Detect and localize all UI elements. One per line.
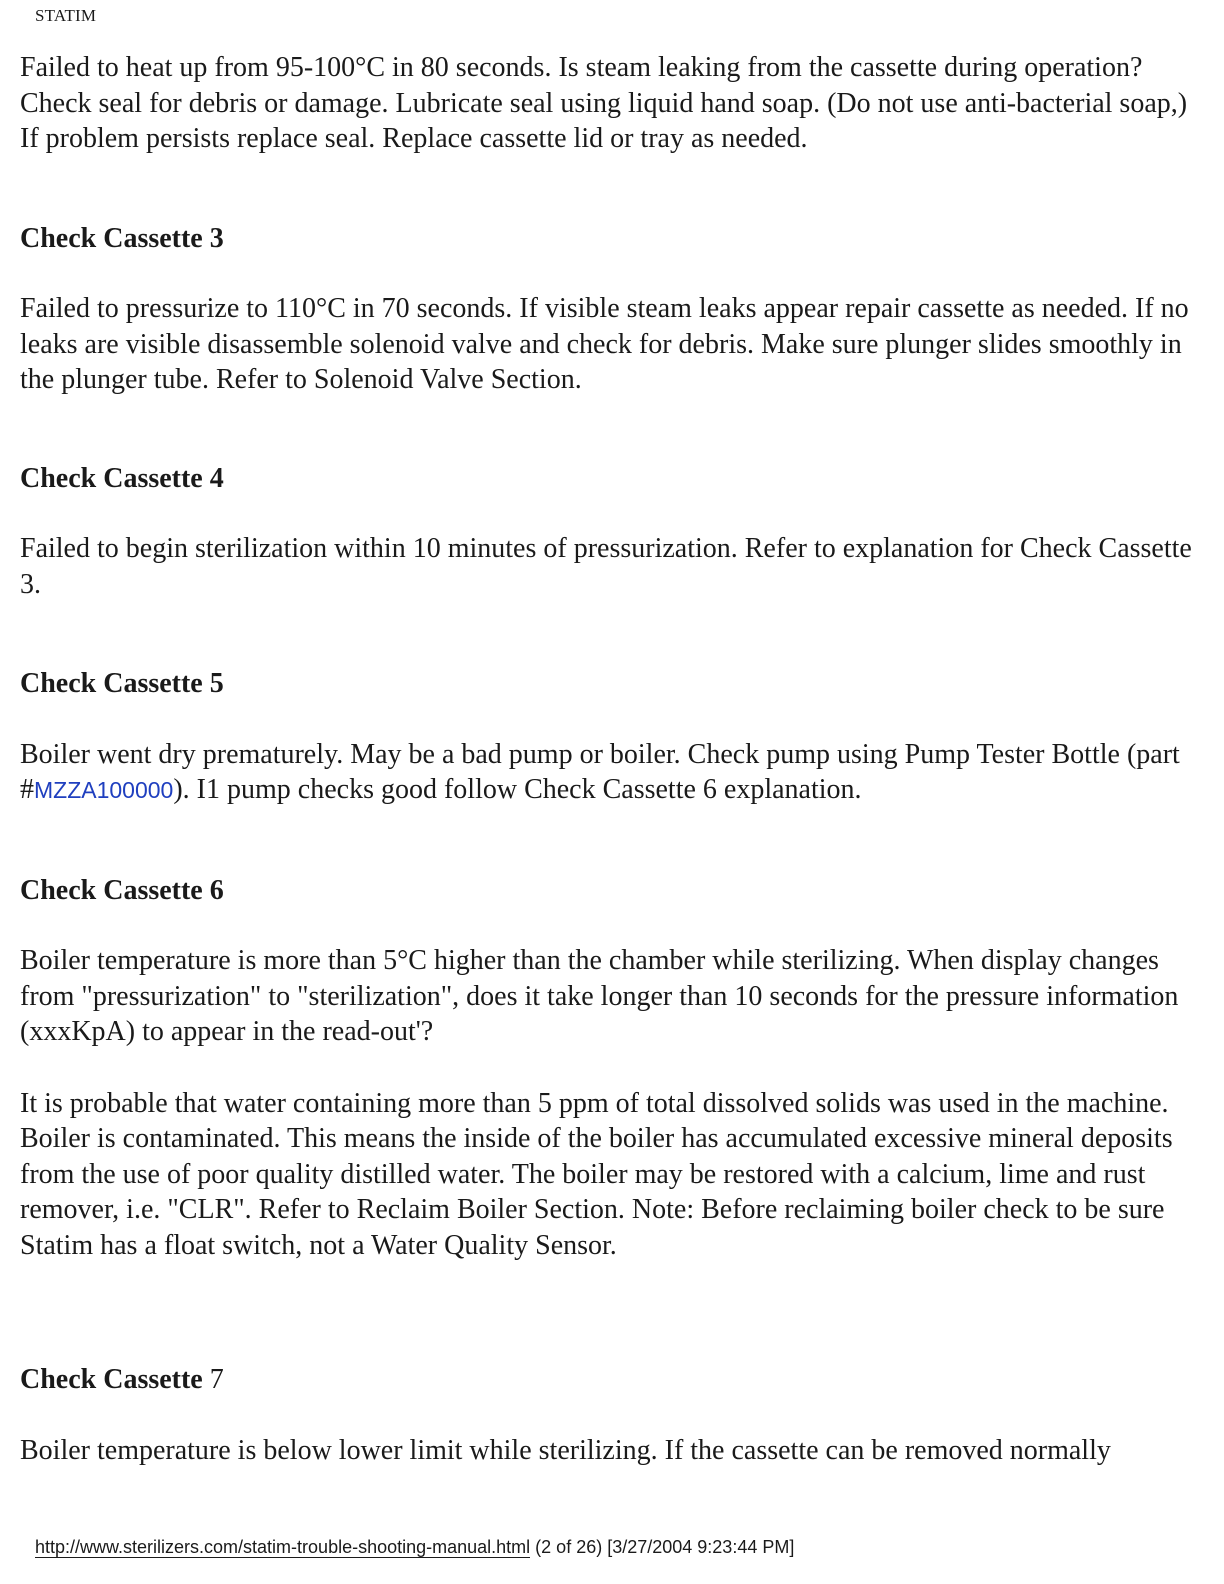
- footer-page-info: (2 of 26) [3/27/2004 9:23:44 PM]: [530, 1537, 795, 1557]
- check-cassette-7-heading: [20, 1362, 1200, 1398]
- check-cassette-3-paragraph: Failed to pressurize to 110°C in 70 seconds. If visible steam leaks appear repair cassette as needed. If no leaks are visible disassemble solenoid valve and check for debris. Make sure plunger slides smoothly in the plunger tube. Refer to Solenoid Valve Section.: [20, 293, 1189, 395]
- check-cassette-4-paragraph: Failed to begin sterilization within 10 minutes of pressurization. Refer to explanation for Check Cassette 3.: [20, 533, 1192, 600]
- check-cassette-3-heading: Check Cassette 3: [20, 222, 224, 254]
- intro-paragraph: Failed to heat up from 95-100°C in 80 seconds. Is steam leaking from the cassette during operation? Check seal for debris or damage. Lubricate seal using liquid hand soap. (Do not use anti-bacterial soap,) If problem persists replace seal. Replace cassette lid or tray as needed.: [20, 52, 1188, 154]
- check-cassette-6-heading: Check Cassette 6: [20, 874, 224, 906]
- check-cassette-5-heading: Check Cassette 5: [20, 668, 224, 699]
- page-header-title: STATIM: [35, 6, 97, 25]
- check-cassette-6-paragraph-2: It is probable that water containing more than 5 ppm of total dissolved solids was used in the machine. Boiler is contaminated. This means the inside of the boiler has accumulated excessive mineral deposits from the use of poor quality distilled water. The boiler may be restored with a calcium, lime and rust remover, i.e. "CLR". Refer to Reclaim Boiler Section. Note: Before reclaiming boiler check to be sure Statim has a float switch, not a Water Quality Sensor.: [20, 1087, 1173, 1261]
- check-cassette-5-text-before: Boiler went dry prematurely. May be a bad pump or boiler. Check pump using Pump Tester Bottle (part #: [20, 738, 1180, 805]
- part-number-link[interactable]: MZZA100000: [34, 777, 174, 803]
- check-cassette-4-heading: Check Cassette 4: [20, 462, 224, 494]
- document-body: [20, 48, 1200, 1468]
- footer-url-link[interactable]: http://www.sterilizers.com/statim-trouble-shooting-manual.html: [35, 1537, 531, 1557]
- check-cassette-5-text-after: ). I1 pump checks good follow Check Cassette 6 explanation.: [173, 774, 862, 805]
- check-cassette-7-title-number: 7: [209, 1364, 224, 1395]
- check-cassette-6-paragraph-1: Boiler temperature is more than 5°C higher than the chamber while sterilizing. When display changes from "pressurization" to "sterilization", does it take longer than 10 seconds for the pressure information (xxxKpA) to appear in the read-out'?: [20, 945, 1179, 1047]
- check-cassette-7-title-prefix: Check Cassette: [20, 1364, 210, 1395]
- page-footer: [35, 1537, 794, 1558]
- check-cassette-7-paragraph: Boiler temperature is below lower limit while sterilizing. If the cassette can be removed normally: [20, 1434, 1111, 1466]
- check-cassette-5-paragraph: [20, 737, 1200, 809]
